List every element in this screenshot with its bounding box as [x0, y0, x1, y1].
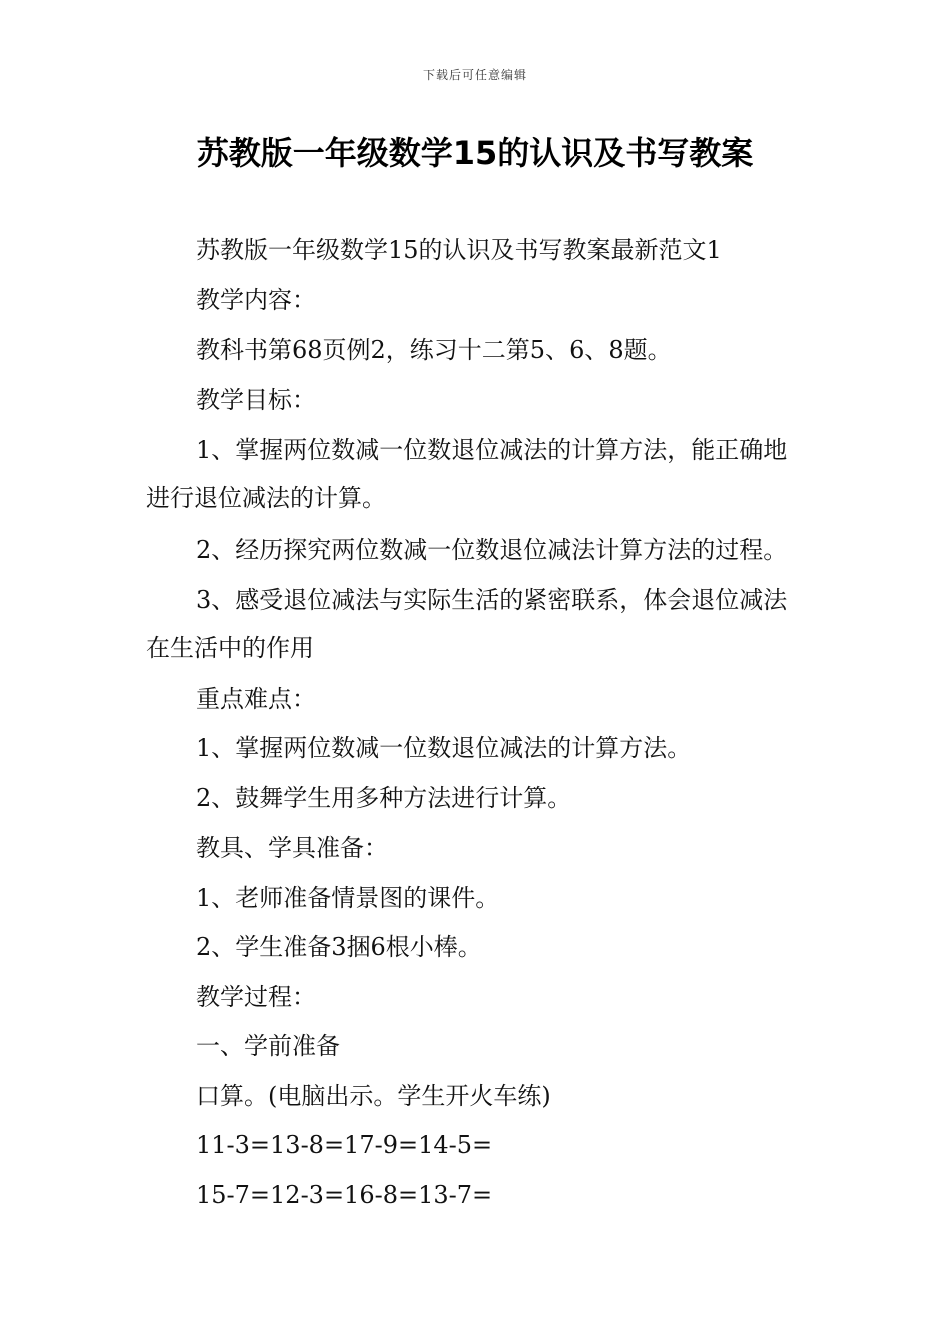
header-note: 下载后可任意编辑 — [422, 68, 527, 82]
paragraph-exercise-row-1: 11-3=13-8=17-9=14-5= — [196, 1131, 493, 1159]
paragraph-heading-tools: 教具、学具准备： — [196, 834, 388, 862]
paragraph-step-1: 一、学前准备 — [196, 1032, 340, 1060]
paragraph-goal-3: 3、感受退位减法与实际生活的紧密联系，体会退位减法在生活中的作用 — [146, 586, 788, 662]
paragraph-key-point-1: 1、掌握两位数减一位数退位减法的计算方法。 — [196, 734, 692, 762]
paragraph-tool-1: 1、老师准备情景图的课件。 — [196, 884, 500, 912]
paragraph-oral-calc: 口算。(电脑出示。学生开火车练) — [196, 1082, 551, 1110]
paragraph-heading-key-points: 重点难点： — [196, 685, 316, 713]
paragraph-goal-1: 1、掌握两位数减一位数退位减法的计算方法，能正确地进行退位减法的计算。 — [146, 436, 788, 512]
paragraph-content: 教科书第68页例2，练习十二第5、6、8题。 — [196, 336, 672, 364]
paragraph-exercise-row-2: 15-7=12-3=16-8=13-7= — [196, 1181, 493, 1209]
paragraph-goal-2: 2、经历探究两位数减一位数退位减法计算方法的过程。 — [196, 536, 788, 564]
paragraph-heading-process: 教学过程： — [196, 983, 316, 1011]
paragraph-heading-goals: 教学目标： — [196, 386, 316, 414]
paragraph-subtitle: 苏教版一年级数学15的认识及书写教案最新范文1 — [196, 236, 722, 264]
paragraph-heading-content: 教学内容： — [196, 286, 316, 314]
paragraph-key-point-2: 2、鼓舞学生用多种方法进行计算。 — [196, 784, 572, 812]
document-title: 苏教版一年级数学15的认识及书写教案 — [196, 134, 754, 172]
paragraph-tool-2: 2、学生准备3捆6根小棒。 — [196, 933, 482, 961]
